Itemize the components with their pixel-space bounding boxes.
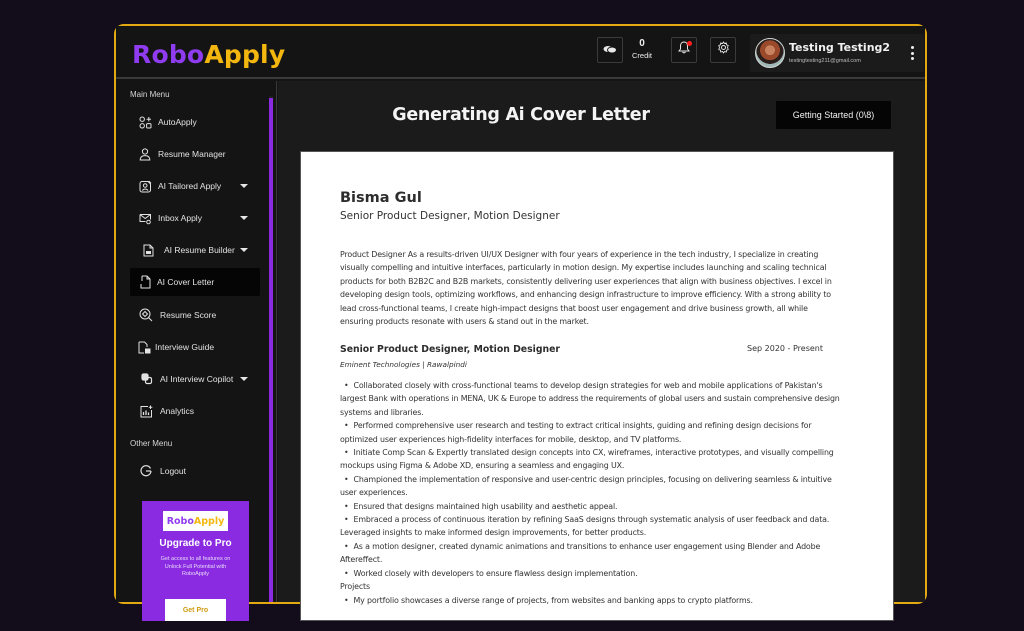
coins-icon [603, 41, 617, 59]
logout-icon [139, 464, 153, 478]
kebab-icon[interactable] [908, 46, 916, 60]
candidate-name: Bisma Gul [340, 190, 422, 206]
gear-icon [717, 41, 730, 59]
list-item: • As a motion designer, created dynamic animations and transitions to enhance user engagement using Blender and Adobe Aftereffect. [340, 541, 821, 565]
sidebar-item-label: Inbox Apply [158, 213, 202, 223]
sidebar-item-analytics[interactable] [130, 397, 260, 425]
top-bar [116, 26, 925, 79]
sidebar-item-ai-cover-letter[interactable] [130, 268, 260, 296]
ai-document-icon [138, 275, 152, 289]
promo-description: Get access to all features on Unlock Full Potential with RoboApply [160, 556, 231, 577]
job-title: Senior Product Designer, Motion Designer [340, 344, 560, 355]
sidebar-item-label: Analytics [160, 406, 195, 416]
get-pro-button[interactable]: Get Pro [165, 599, 226, 621]
sidebar-item-resume-score[interactable] [130, 301, 260, 329]
sidebar-item-label: AI Cover Letter [157, 277, 215, 287]
chart-icon [139, 404, 153, 418]
sidebar-item-label: AI Tailored Apply [158, 181, 222, 191]
upgrade-promo-card [142, 501, 249, 621]
job-bullets [340, 379, 840, 607]
logo-robo: obo [151, 40, 205, 69]
notifications-button[interactable] [671, 37, 697, 63]
logo-r: R [132, 40, 152, 69]
sidebar-item-label: Logout [160, 466, 186, 476]
cover-letter-document [300, 151, 894, 621]
search-target-icon [139, 308, 153, 322]
apps-plus-icon [138, 115, 152, 129]
list-item: • Worked closely with developers to ensure flawless design implementation. [344, 568, 638, 578]
sidebar-scrollbar-thumb[interactable] [269, 98, 273, 602]
sidebar-item-resume-manager[interactable] [130, 140, 260, 168]
sidebar-item-interview-guide[interactable] [130, 333, 260, 361]
app-window [114, 24, 927, 614]
chevron-down-icon[interactable] [240, 248, 248, 252]
main-content [278, 81, 925, 605]
settings-button[interactable] [710, 37, 736, 63]
list-item: • Performed comprehensive user research and testing to extract critical insights, guiding and refining design decisions for optimized user experiences high-fidelity interfaces for mobile, desktop, and TV platforms. [340, 421, 812, 444]
user-spark-icon [138, 179, 152, 193]
logo-apply: Apply [204, 40, 286, 69]
mail-gear-icon [138, 211, 152, 225]
promo-title: Upgrade to Pro [159, 538, 232, 549]
sidebar-item-label: Interview Guide [155, 342, 215, 352]
user-email: testingtesting211@gmail.com [789, 58, 861, 64]
sidebar-item-ai-interview-copilot[interactable] [130, 365, 260, 393]
candidate-role: Senior Product Designer, Motion Designer [340, 210, 560, 222]
credit-count: 0 [639, 38, 645, 49]
list-item: • Initiate Comp Scan & Expertly translated design concepts into CX, wireframes, interactive prototypes, and visually compelling mockups using Figma & Adobe XD, ensuring a seamless and engaging UX. [340, 448, 834, 471]
sidebar-item-autoapply[interactable] [130, 108, 260, 136]
credit-info [630, 38, 654, 60]
sidebar [116, 81, 277, 614]
other-menu-label: Other Menu [130, 439, 173, 448]
list-item: • Embraced a process of continuous iteration by refining SaaS designs through systematic analysis of user feedback and data. Leveraged insights to make informed design improvements, for better products. [340, 515, 830, 538]
notification-dot [687, 41, 692, 46]
page-title: Generating Ai Cover Letter [392, 105, 650, 125]
user-profile-card[interactable] [750, 34, 924, 72]
document-icon [141, 243, 155, 257]
sidebar-item-inbox-apply[interactable] [130, 204, 260, 232]
roboapply-logo[interactable] [132, 40, 285, 69]
job-dates: Sep 2020 - Present [747, 344, 823, 353]
promo-logo: Robo Apply [163, 511, 228, 531]
sidebar-item-logout[interactable] [130, 457, 260, 485]
chevron-down-icon[interactable] [240, 377, 248, 381]
list-item: • Championed the implementation of responsive and user-centric design principles, focusing on delivering seamless & intuitive user experiences. [340, 474, 832, 498]
user-name: Testing Testing2 [789, 41, 891, 54]
sidebar-item-label: Resume Manager [158, 149, 226, 159]
sidebar-item-label: AI Interview Copilot [160, 374, 234, 384]
chevron-down-icon[interactable] [240, 184, 248, 188]
copilot-icon [140, 372, 154, 386]
list-item: • Collaborated closely with cross-functional teams to develop design strategies for web and mobile applications of Pakistan's largest Bank with operations in MENA, UK & Europe to address the requirements of global users and sustain comprehensive design systems and libraries. [340, 381, 840, 417]
sidebar-item-label: AutoApply [158, 117, 197, 127]
chevron-down-icon[interactable] [240, 216, 248, 220]
sidebar-item-label: AI Resume Builder [164, 245, 235, 255]
sidebar-item-ai-tailored-apply[interactable] [130, 172, 260, 200]
credit-label: Credit [631, 51, 652, 60]
job-company: Eminent Technologies | Rawalpindi [340, 360, 467, 369]
list-item: • My portfolio showcases a diverse range of projects, from websites and banking apps to crypto platforms. [344, 595, 753, 605]
avatar [755, 38, 785, 68]
getting-started-button[interactable]: Getting Started (0\8) [776, 101, 891, 129]
projects-label: Projects [340, 582, 370, 592]
main-menu-label: Main Menu [130, 90, 170, 99]
candidate-summary: Product Designer As a results-driven UI/UX Designer with four years of experience in the tech industry, I specialize in creating visually compelling and intuitive interfaces, particularly in motion design. My expertise includes launching and scaling technical products for both B2B2C and B2B markets, consistently delivering user experiences that align with business objectives. I excel in developing design tools, optimizing workflows, and enhancing design infrastructure to improve efficiency. With a strong ability to lead cross-functional teams, I create high-impact designs that boost user engagement and drive business growth, all while ensuring products resonate with users & stand out in the market. [340, 250, 832, 327]
list-item: • Ensured that designs maintained high usability and aesthetic appeal. [344, 501, 618, 511]
ai-guide-icon [137, 340, 151, 354]
credit-button[interactable] [597, 37, 623, 63]
sidebar-item-ai-resume-builder[interactable] [130, 236, 260, 264]
sidebar-item-label: Resume Score [160, 310, 217, 320]
user-icon [138, 147, 152, 161]
